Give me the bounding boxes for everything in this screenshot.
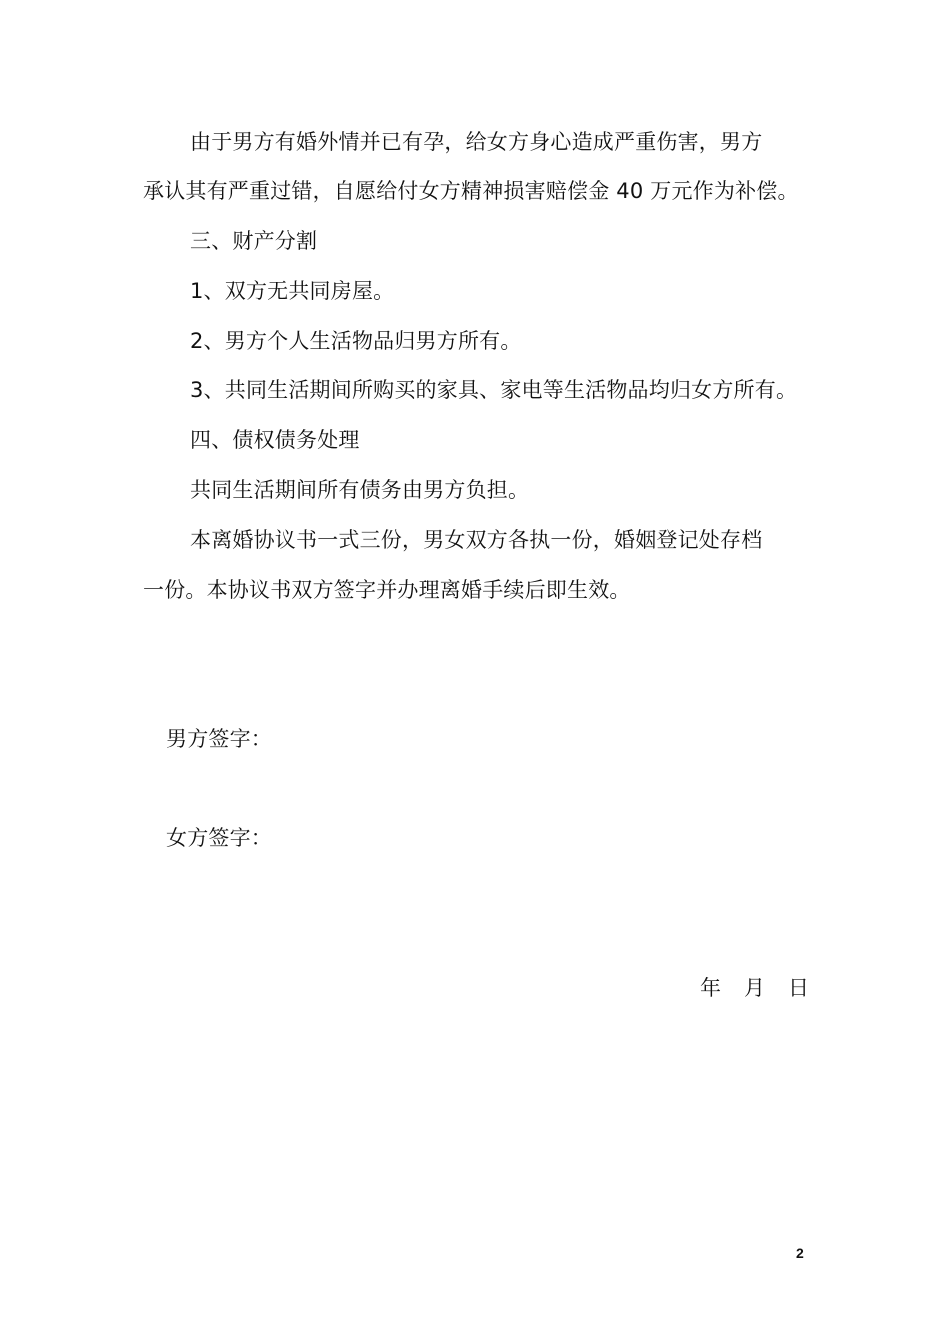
closing-line-2: 一份。本协议书双方签字并办理离婚手续后即生效。 (143, 578, 631, 602)
date-month: 月 (744, 976, 765, 1000)
paragraph-line-1: 由于男方有婚外情并已有孕，给女方身心造成严重伤害，男方 (190, 130, 763, 154)
list-item-2: 2、男方个人生活物品归男方所有。 (190, 329, 522, 353)
date-day: 日 (788, 976, 809, 1000)
date-line (700, 974, 809, 1002)
section-heading-property: 三、财产分割 (190, 229, 318, 253)
closing-line-1: 本离婚协议书一式三份，男女双方各执一份，婚姻登记处存档 (190, 528, 763, 552)
page-number: 2 (796, 1245, 804, 1261)
female-signature-label: 女方签字： (166, 826, 272, 850)
list-item-3: 3、共同生活期间所购买的家具、家电等生活物品均归女方所有。 (190, 378, 798, 402)
paragraph-line-2: 承认其有严重过错，自愿给付女方精神损害赔偿金 40 万元作为补偿。 (143, 179, 799, 203)
debt-paragraph: 共同生活期间所有债务由男方负担。 (190, 478, 530, 502)
list-item-1: 1、双方无共同房屋。 (190, 279, 395, 303)
section-heading-debt: 四、债权债务处理 (190, 428, 360, 452)
date-year: 年 (700, 976, 721, 1000)
male-signature-label: 男方签字： (166, 727, 272, 751)
